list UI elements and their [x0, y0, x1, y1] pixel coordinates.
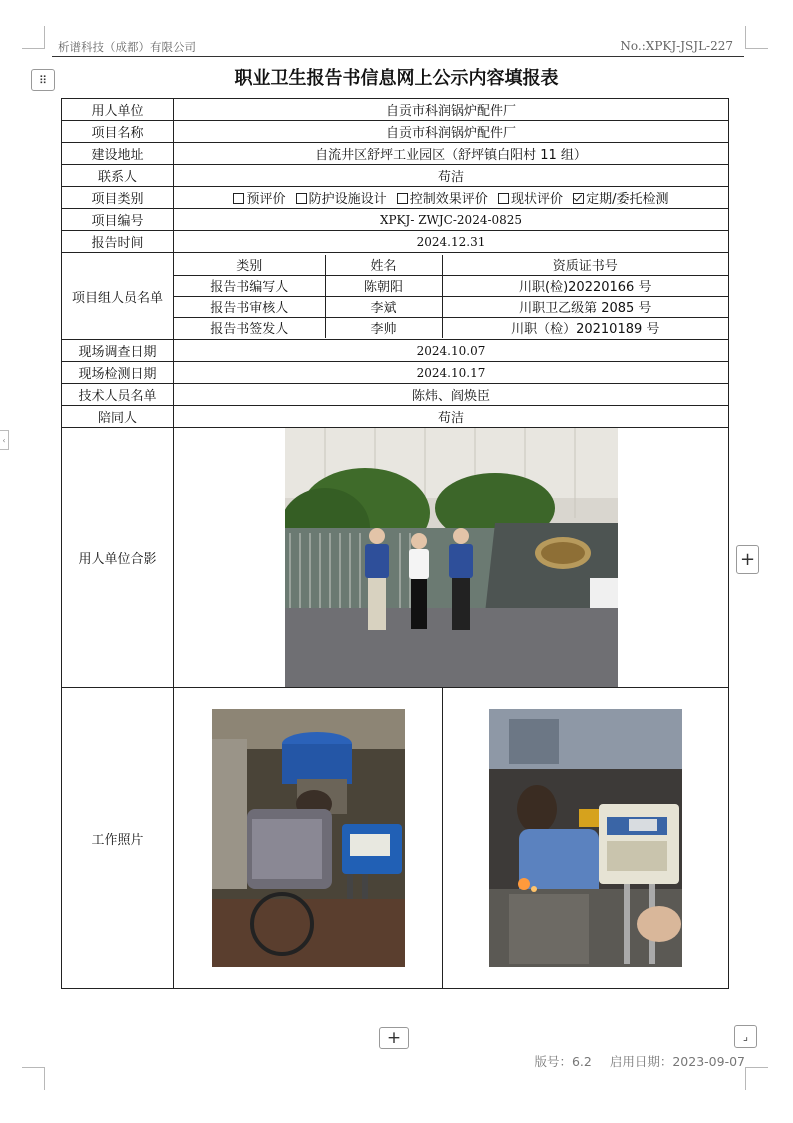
table-row: [62, 209, 729, 231]
footer-version: 版号：6.2: [534, 1054, 592, 1069]
team-role: 报告书签发人: [174, 317, 325, 338]
crop-mark-bottom-left: [22, 1067, 45, 1090]
table-move-handle-icon[interactable]: ⠿: [31, 69, 55, 91]
table-row: [174, 296, 728, 317]
category-option-pre-assessment[interactable]: 预评价: [233, 192, 285, 207]
table-row: [62, 688, 729, 989]
table-row: [174, 275, 728, 296]
team-cell: [174, 253, 729, 340]
work-photo-sampling-image[interactable]: [489, 709, 682, 967]
work-photo-welding-image[interactable]: [212, 709, 405, 967]
table-row: [62, 362, 729, 384]
label-group-photo: 用人单位合影: [62, 428, 174, 688]
team-header-role: 类别: [174, 255, 325, 276]
label-category: 项目类别: [62, 187, 174, 209]
table-row: [62, 253, 729, 340]
label-detect-date: 现场检测日期: [62, 362, 174, 384]
category-option-status-assessment[interactable]: 现状评价: [498, 192, 563, 207]
team-table: [174, 255, 728, 338]
label-escort: 陪同人: [62, 406, 174, 428]
table-row: [62, 384, 729, 406]
value-detect-date[interactable]: 2024.10.17: [174, 362, 729, 384]
team-cert[interactable]: 川职(检)20220166 号: [442, 275, 728, 296]
label-survey-date: 现场调查日期: [62, 340, 174, 362]
table-row: [62, 99, 729, 121]
team-header-cert: 资质证书号: [442, 255, 728, 276]
team-role: 报告书审核人: [174, 296, 325, 317]
group-photo-cell: [174, 428, 729, 688]
table-row: [174, 255, 728, 276]
table-row: [62, 231, 729, 253]
crop-mark-bottom-right: [745, 1067, 768, 1090]
value-address[interactable]: 自流井区舒坪工业园区（舒坪镇白阳村 11 组）: [174, 143, 729, 165]
label-team: 项目组人员名单: [62, 253, 174, 340]
table-row: [62, 340, 729, 362]
value-escort[interactable]: 苟洁: [174, 406, 729, 428]
table-row: [62, 428, 729, 688]
checkbox-checked-icon[interactable]: [573, 193, 584, 204]
team-name[interactable]: 李斌: [325, 296, 442, 317]
label-project-name: 项目名称: [62, 121, 174, 143]
table-row: [62, 143, 729, 165]
label-employer: 用人单位: [62, 99, 174, 121]
table-row: [62, 121, 729, 143]
category-option-protection-design[interactable]: 防护设施设计: [296, 192, 387, 207]
footer-version-info: [520, 1052, 745, 1070]
value-employer[interactable]: 自贡市科润锅炉配件厂: [174, 99, 729, 121]
table-row: [62, 165, 729, 187]
team-cert[interactable]: 川职卫乙级第 2085 号: [442, 296, 728, 317]
table-row: [62, 406, 729, 428]
value-category: [174, 187, 729, 209]
add-row-button[interactable]: +: [379, 1027, 409, 1049]
add-column-button[interactable]: +: [736, 545, 759, 574]
document-title: 职业卫生报告书信息网上公示内容填报表: [234, 68, 559, 89]
crop-mark-top-left: [22, 26, 45, 49]
team-name[interactable]: 李帅: [325, 317, 442, 338]
value-report-date[interactable]: 2024.12.31: [174, 231, 729, 253]
disclosure-form-table: [61, 98, 729, 989]
work-photos-cell: [174, 688, 729, 989]
header-company: 析谱科技（成都）有限公司: [58, 40, 196, 54]
category-option-periodic-detection[interactable]: 定期/委托检测: [573, 192, 668, 207]
table-row: [62, 187, 729, 209]
label-contact: 联系人: [62, 165, 174, 187]
value-contact[interactable]: 苟洁: [174, 165, 729, 187]
value-project-name[interactable]: 自贡市科润锅炉配件厂: [174, 121, 729, 143]
crop-mark-top-right: [745, 26, 768, 49]
value-project-no[interactable]: XPKJ- ZWJC-2024-0825: [174, 209, 729, 231]
label-project-no: 项目编号: [62, 209, 174, 231]
category-option-control-effect[interactable]: 控制效果评价: [397, 192, 488, 207]
header-doc-number: No.:XPKJ-JSJL-227: [620, 39, 733, 53]
table-resize-icon[interactable]: ⌟: [734, 1025, 757, 1048]
checkbox-icon[interactable]: [397, 193, 408, 204]
value-survey-date[interactable]: 2024.10.07: [174, 340, 729, 362]
header-divider: [52, 56, 744, 57]
label-technicians: 技术人员名单: [62, 384, 174, 406]
group-photo-image[interactable]: [285, 428, 618, 687]
checkbox-icon[interactable]: [233, 193, 244, 204]
collapse-arrow-icon[interactable]: ‹: [0, 430, 9, 450]
checkbox-icon[interactable]: [498, 193, 509, 204]
label-address: 建设地址: [62, 143, 174, 165]
team-role: 报告书编写人: [174, 275, 325, 296]
team-cert[interactable]: 川职（检）20210189 号: [442, 317, 728, 338]
checkbox-icon[interactable]: [296, 193, 307, 204]
team-header-name: 姓名: [325, 255, 442, 276]
label-work-photos: 工作照片: [62, 688, 174, 989]
footer-effective-date: 启用日期：2023-09-07: [609, 1054, 745, 1069]
team-name[interactable]: 陈朝阳: [325, 275, 442, 296]
value-technicians[interactable]: 陈炜、阎焕臣: [174, 384, 729, 406]
label-report-date: 报告时间: [62, 231, 174, 253]
table-row: [174, 317, 728, 338]
